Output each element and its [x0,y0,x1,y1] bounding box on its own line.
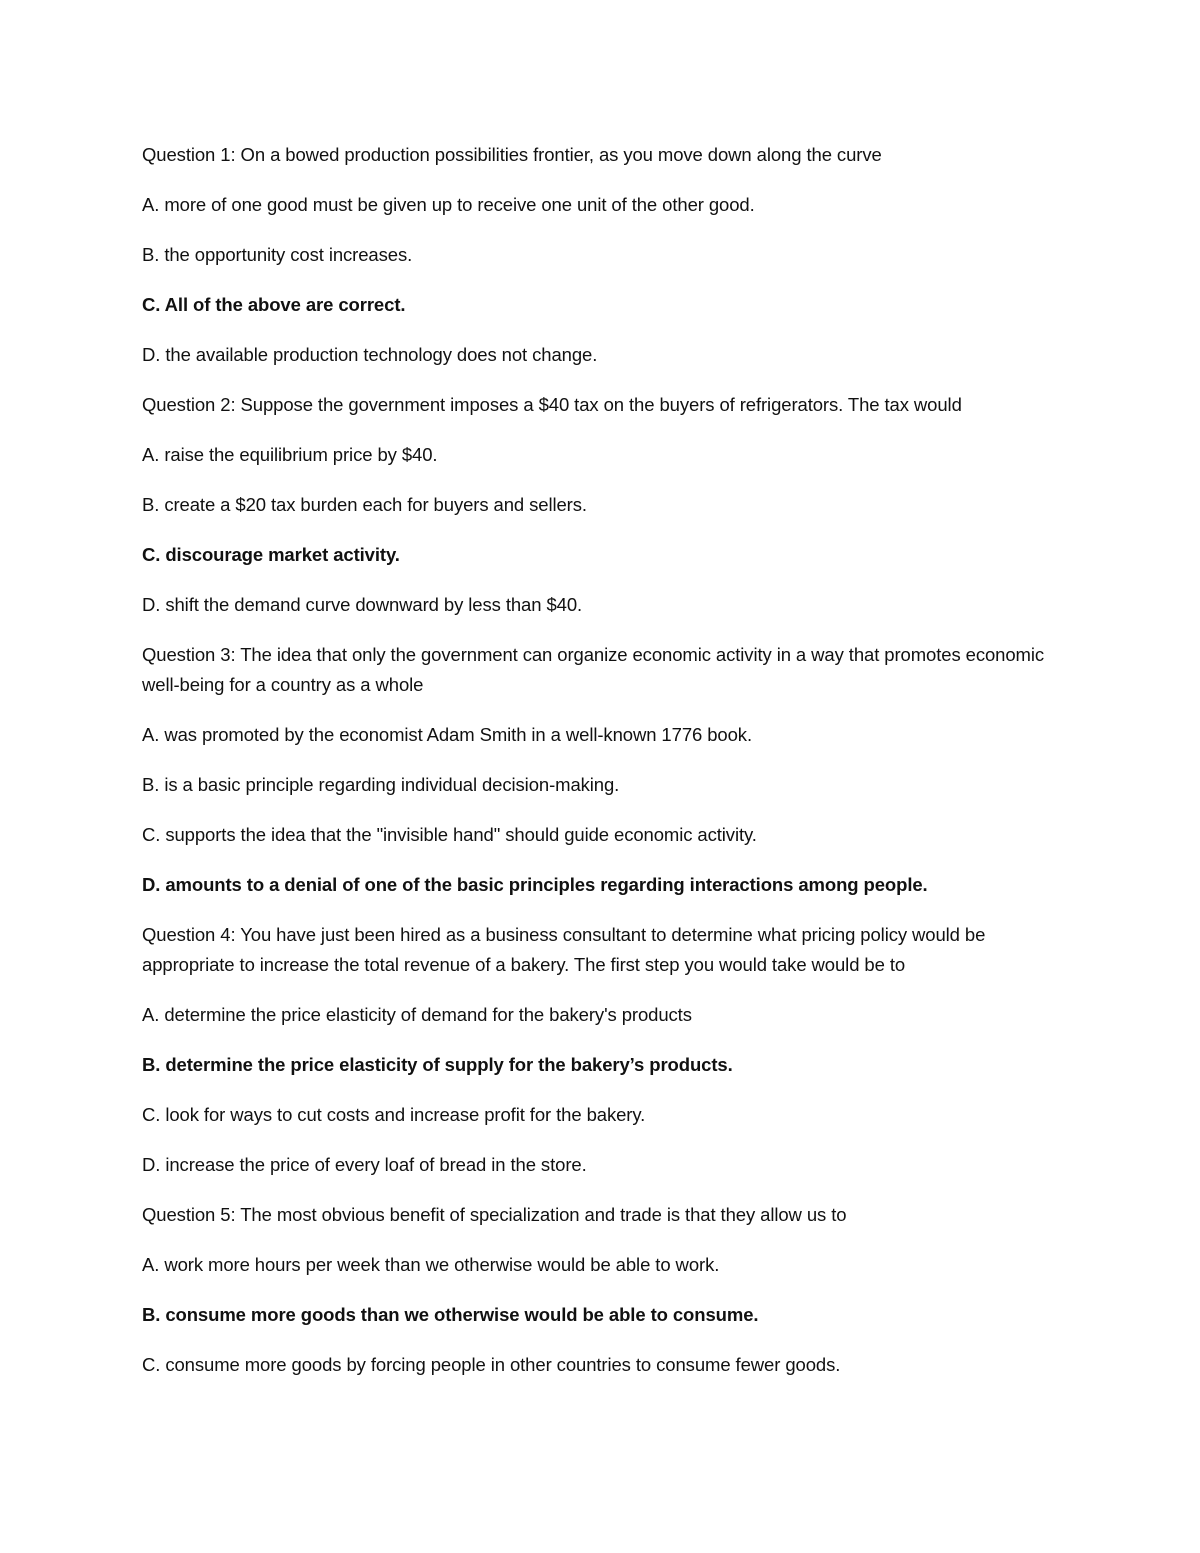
question-5-option-c: C. consume more goods by forcing people in other countries to consume fewer goods. [142,1354,841,1375]
question-4-option-b: B. determine the price elasticity of supply for the bakery’s products. [142,1054,733,1075]
question-3-prompt: Question 3: The idea that only the government can organize economic activity in a way that promotes economic well-being for a country as a whole [142,644,1045,695]
question-2-prompt: Question 2: Suppose the government imposes a $40 tax on the buyers of refrigerators. The tax would [142,394,962,415]
question-2-option-d: D. shift the demand curve downward by less than $40. [142,594,583,615]
question-5-option-b: B. consume more goods than we otherwise would be able to consume. [142,1304,759,1325]
question-3-option-d: D. amounts to a denial of one of the basic principles regarding interactions among people. [142,874,928,895]
document-page [142,140,1072,1400]
question-4-option-d: D. increase the price of every loaf of bread in the store. [142,1154,587,1175]
question-4-option-c: C. look for ways to cut costs and increase profit for the bakery. [142,1104,646,1125]
question-4-prompt: Question 4: You have just been hired as a business consultant to determine what pricing policy would be appropriate to increase the total revenue of a bakery. The first step you would take would be to [142,924,986,975]
question-3-option-c: C. supports the idea that the "invisible hand" should guide economic activity. [142,824,757,845]
question-1-option-b: B. the opportunity cost increases. [142,244,413,265]
question-1-option-a: A. more of one good must be given up to receive one unit of the other good. [142,194,755,215]
question-1-prompt: Question 1: On a bowed production possibilities frontier, as you move down along the curve [142,144,882,165]
question-2-option-a: A. raise the equilibrium price by $40. [142,444,438,465]
question-4-option-a: A. determine the price elasticity of demand for the bakery's products [142,1004,692,1025]
question-1-option-d: D. the available production technology does not change. [142,344,598,365]
question-3-option-a: A. was promoted by the economist Adam Smith in a well-known 1776 book. [142,724,752,745]
question-2-option-b: B. create a $20 tax burden each for buyers and sellers. [142,494,587,515]
question-5-prompt: Question 5: The most obvious benefit of specialization and trade is that they allow us to [142,1204,847,1225]
question-2-option-c: C. discourage market activity. [142,544,400,565]
question-1-option-c: C. All of the above are correct. [142,294,406,315]
question-5-option-a: A. work more hours per week than we otherwise would be able to work. [142,1254,720,1275]
question-3-option-b: B. is a basic principle regarding individual decision-making. [142,774,620,795]
